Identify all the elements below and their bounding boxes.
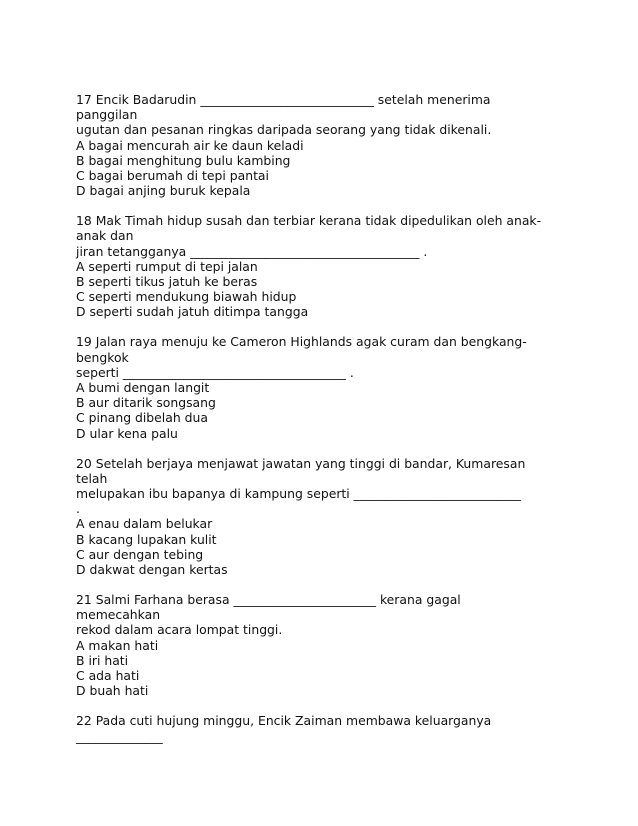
question-17 (76, 92, 576, 198)
answer-option-b: B seperti tikus jatuh ke beras (76, 274, 258, 290)
question-stem-line: 17 Encik Badarudin ____________________________ setelah menerima (76, 92, 491, 107)
question-stem-line: jiran tetangganya _____________________________________ . (76, 243, 428, 259)
answer-option-b: B bagai menghitung bulu kambing (76, 152, 291, 168)
question-20 (76, 456, 576, 578)
question-stem-line: melupakan ibu bapanya di kampung seperti ___________________________ (76, 486, 521, 502)
question-19 (76, 334, 576, 440)
answer-option-d: D dakwat dengan kertas (76, 562, 228, 578)
answer-option-c: C ada hati (76, 668, 140, 684)
question-stem-line: 22 Pada cuti hujung minggu, Encik Zaiman membawa keluarganya (76, 713, 492, 729)
question-stem-line: panggilan (76, 107, 138, 123)
answer-option-d: D ular kena palu (76, 425, 178, 441)
answer-option-b: B kacang lupakan kulit (76, 531, 217, 547)
answer-option-c: C pinang dibelah dua (76, 410, 208, 426)
answer-option-a: A bagai mencurah air ke daun keladi (76, 137, 304, 153)
question-stem-line: memecahkan (76, 607, 161, 623)
question-stem-line: seperti ____________________________________ . (76, 364, 354, 380)
answer-option-b: B aur ditarik songsang (76, 395, 216, 411)
question-stem-line: telah (76, 470, 108, 486)
question-18 (76, 213, 576, 319)
question-stem-line: rekod dalam acara lompat tinggi. (76, 622, 283, 638)
answer-option-d: D seperti sudah jatuh ditimpa tangga (76, 304, 309, 320)
answer-option-a: A makan hati (76, 637, 159, 653)
question-stem-line: 20 Setelah berjaya menjawat jawatan yang tinggi di bandar, Kumaresan (76, 455, 526, 471)
answer-option-c: C aur dengan tebing (76, 546, 204, 562)
question-stem-line: ______________ (76, 728, 163, 744)
question-stem-line: 19 Jalan raya menuju ke Cameron Highlands agak curam dan bengkang- (76, 334, 527, 350)
question-21 (76, 592, 576, 698)
answer-option-d: D buah hati (76, 683, 149, 699)
question-stem-line: anak dan (76, 228, 134, 244)
answer-option-a: A seperti rumput di tepi jalan (76, 258, 258, 274)
question-stem-line: bengkok (76, 349, 129, 365)
answer-option-c: C bagai berumah di tepi pantai (76, 168, 269, 184)
question-stem-line: 21 Salmi Farhana berasa _______________________ kerana gagal (76, 592, 461, 608)
worksheet-page (76, 92, 576, 759)
answer-option-b: B iri hati (76, 652, 129, 668)
question-22 (76, 713, 576, 743)
answer-option-a: A enau dalam belukar (76, 516, 213, 532)
answer-option-c: C seperti mendukung biawah hidup (76, 289, 297, 305)
question-stem-line: . (76, 501, 80, 517)
answer-option-a: A bumi dengan langit (76, 380, 210, 396)
answer-option-d: D bagai anjing buruk kepala (76, 183, 251, 199)
question-stem-line: ugutan dan pesanan ringkas daripada seorang yang tidak dikenali. (76, 122, 492, 138)
question-stem-line: 18 Mak Timah hidup susah dan terbiar kerana tidak dipedulikan oleh anak- (76, 213, 542, 229)
